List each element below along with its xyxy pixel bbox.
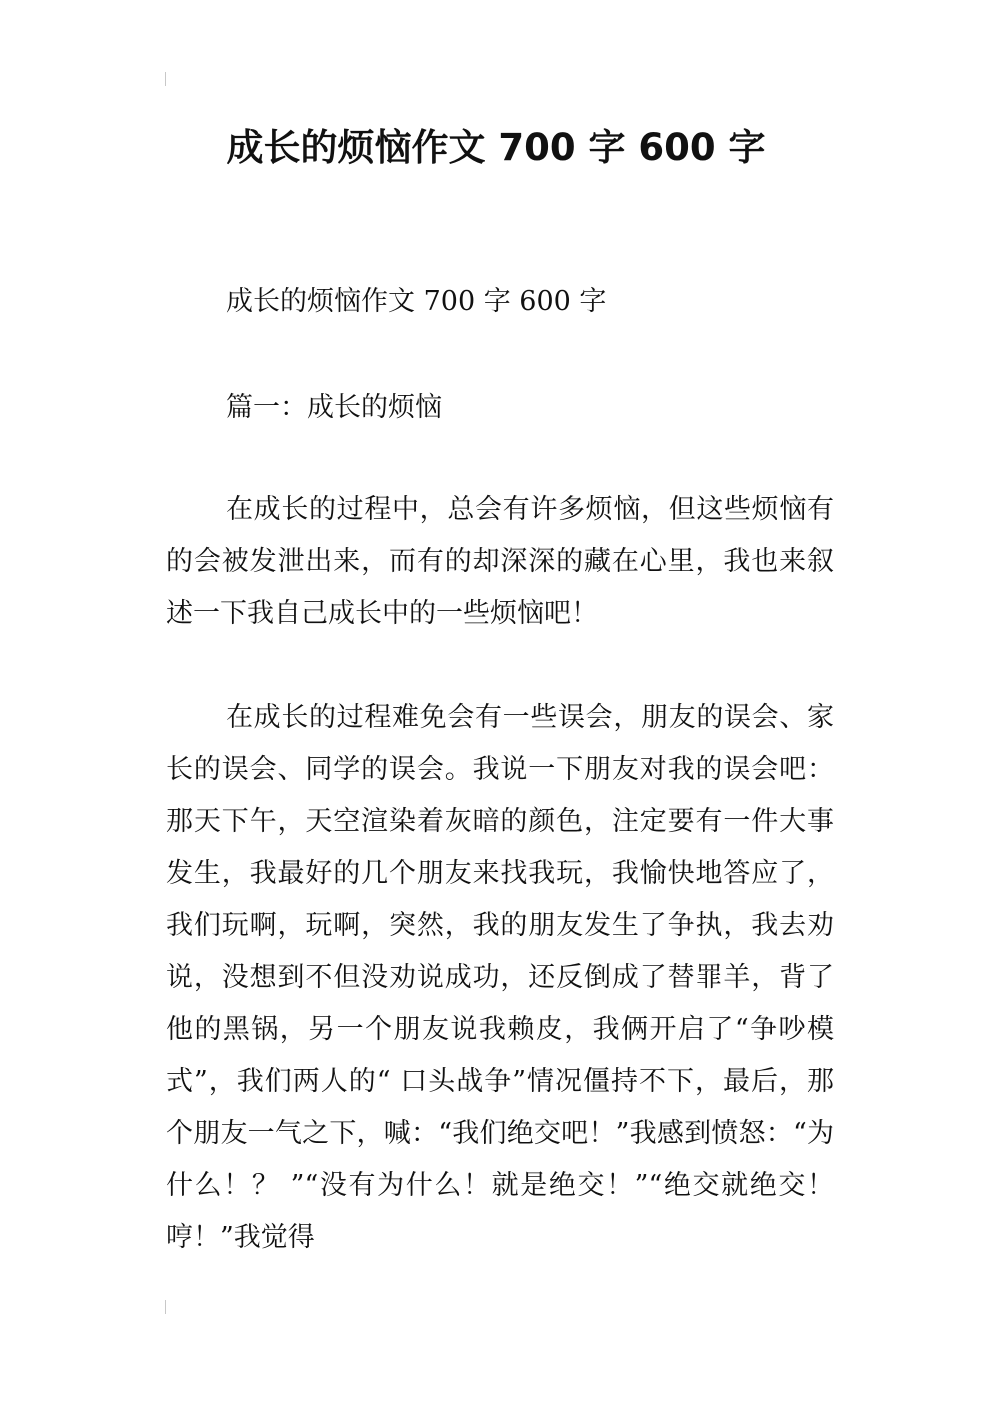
document-title: 成长的烦恼作文 700 字 600 字 [226, 126, 766, 169]
page-margin-mark-bottom [165, 1300, 166, 1314]
chapter-heading: 篇一：成长的烦恼 [226, 392, 442, 423]
paragraph-1: 在成长的过程中，总会有许多烦恼，但这些烦恼有的会被发泄出来，而有的却深深的藏在心里，我也来叙述一下我自己成长中的一些烦恼吧！ [166, 494, 834, 629]
page-margin-mark-top [165, 72, 166, 86]
paragraph-2: 在成长的过程难免会有一些误会，朋友的误会、家长的误会、同学的误会。我说一下朋友对我的误会吧：那天下午，天空渲染着灰暗的颜色，注定要有一件大事发生，我最好的几个朋友来找我玩，我愉快地答应了，我们玩啊，玩啊，突然，我的朋友发生了争执，我去劝说，没想到不但没劝说成功，还反倒成了替罪羊，背了他的黑锅，另一个朋友说我赖皮，我俩开启了“争吵模式”，我们两人的“ 口头战争”情况僵持不下，最后，那个朋友一气之下，喊：“我们绝交吧！”我感到愤怒：“为什么！？ ”“没有为什么！就是绝交！”“绝交就绝交！哼！”我觉得 [166, 702, 834, 1253]
document-subtitle: 成长的烦恼作文 700 字 600 字 [226, 286, 607, 317]
